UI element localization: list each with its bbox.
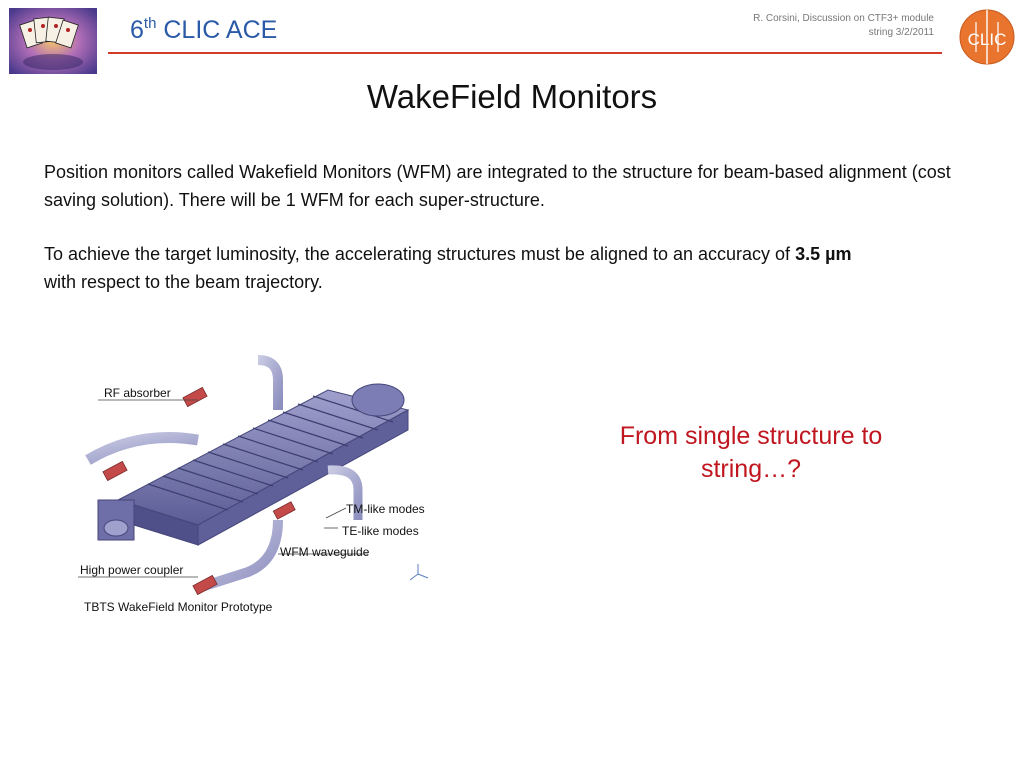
body-paragraph-1: Position monitors called Wakefield Monitors (WFM) are integrated to the structure for beam-based alignment (cost saving solution). There will be 1 WFM for each super-structure.	[44, 162, 951, 210]
conference-title: 6th CLIC ACE	[130, 15, 278, 44]
accuracy-value: 3.5 µm	[795, 244, 852, 264]
author-note	[694, 12, 934, 40]
clic-logo-text: CLIC	[967, 30, 1007, 49]
callout-question	[586, 420, 916, 486]
label-high-power-coupler: High power coupler	[80, 563, 184, 577]
clic-logo	[958, 8, 1016, 66]
conference-logo	[9, 8, 97, 74]
author-note-line-1: R. Corsini, Discussion on CTF3+ module	[753, 13, 934, 24]
label-te-like-modes: TE-like modes	[342, 524, 419, 538]
wakefield-monitor-figure	[78, 350, 440, 600]
axis-triad-icon	[410, 564, 428, 580]
label-tm-like-modes: TM-like modes	[346, 502, 425, 516]
label-rf-absorber: RF absorber	[104, 386, 171, 400]
callout-question-line-2: string…?	[700, 455, 802, 483]
header-divider	[108, 52, 942, 54]
body-paragraph-2: To achieve the target luminosity, the accelerating structures must be aligned to an accuracy of 3.5 µm with respect to the beam trajectory.	[44, 244, 852, 292]
label-wfm-waveguide: WFM waveguide	[280, 545, 370, 559]
figure-caption: TBTS WakeField Monitor Prototype	[84, 600, 273, 614]
callout-question-line-1: From single structure to	[619, 422, 883, 450]
author-note-line-2: string 3/2/2011	[868, 27, 934, 38]
slide-title: WakeField Monitors	[366, 78, 658, 115]
body-text	[44, 158, 989, 322]
